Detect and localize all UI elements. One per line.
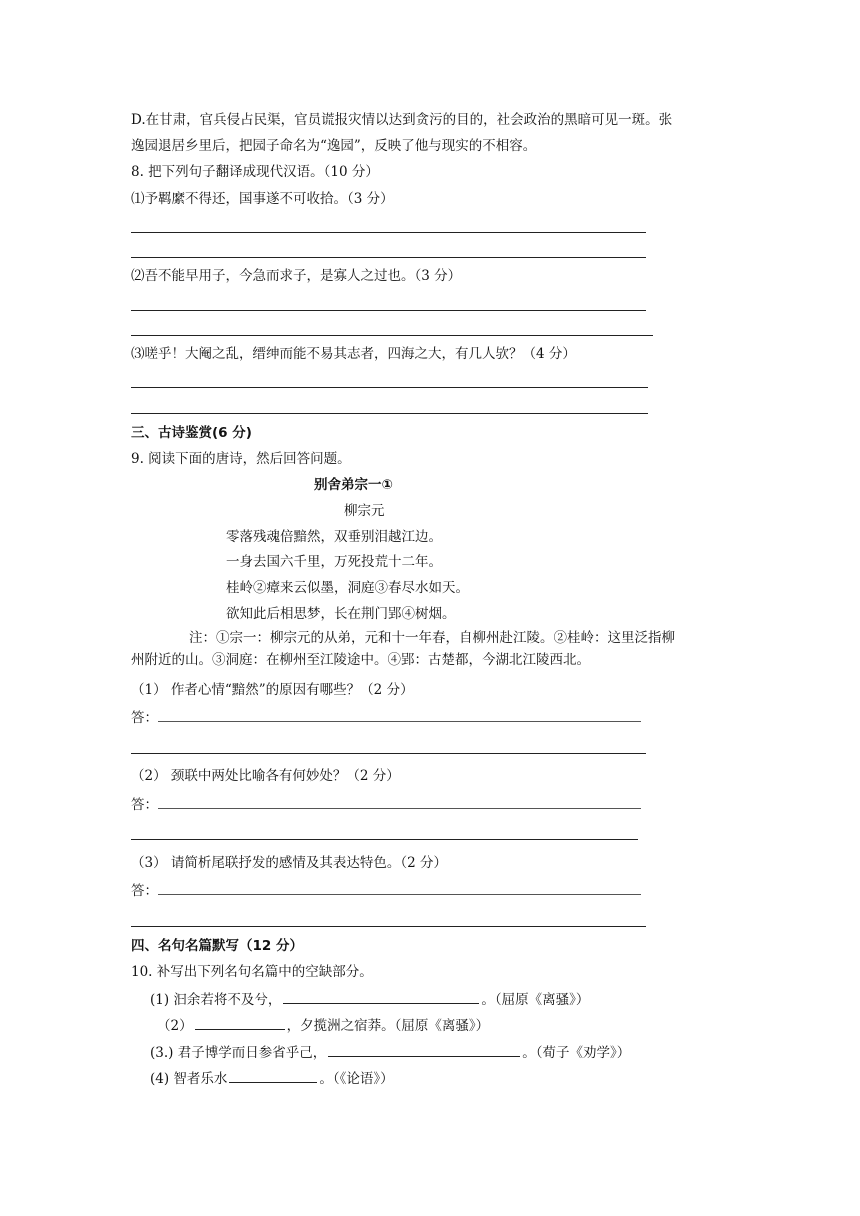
fill-item-2 <box>157 1015 489 1035</box>
section3-heading: 三、古诗鉴赏(6 分) <box>131 425 252 441</box>
poem-note-line1: 注：①宗一：柳宗元的从弟，元和十一年春，自柳州赴江陵。②桂岭：这里泛指柳 <box>189 630 675 646</box>
q8-sentence-2: ⑵吾不能早用子，今急而求子，是寡人之过也。（3 分） <box>131 268 462 284</box>
poem-author: 柳宗元 <box>344 503 385 519</box>
answer-row-1 <box>131 709 641 727</box>
fill-prefix: (3.) 君子博学而日参省乎己， <box>150 1045 327 1061</box>
poem-line: 一身去国六千里，万死投荒十二年。 <box>226 554 442 570</box>
poem-line: 欲知此后相思梦，长在荆门郢④树烟。 <box>226 606 456 622</box>
q9-question-3: （3） 请简析尾联抒发的感情及其表达特色。（2 分） <box>131 855 448 871</box>
answer-line[interactable] <box>158 796 641 809</box>
answer-label: 答： <box>131 883 158 899</box>
fill-suffix: 。（《论语》） <box>319 1071 394 1087</box>
section4-heading: 四、名句名篇默写（12 分） <box>131 938 303 954</box>
fill-suffix: ，夕揽洲之宿莽。（屈原《离骚》） <box>286 1018 490 1034</box>
answer-label: 答： <box>131 710 158 726</box>
answer-line[interactable] <box>131 257 646 258</box>
answer-label: 答： <box>131 797 158 813</box>
fill-item-1 <box>150 989 589 1009</box>
answer-line[interactable] <box>131 232 646 233</box>
poem-title: 别舍弟宗一① <box>314 477 393 493</box>
fill-blank[interactable] <box>283 989 479 1004</box>
answer-line[interactable] <box>131 926 646 927</box>
option-d-line2: 逸园退居乡里后，把园子命名为“逸园”，反映了他与现实的不相容。 <box>131 138 537 154</box>
q9-title: 9. 阅读下面的唐诗，然后回答问题。 <box>131 451 351 467</box>
poem-line: 零落残魂倍黯然，双垂别泪越江边。 <box>226 529 442 545</box>
q8-sentence-1: ⑴予羁縻不得还，国事遂不可收拾。（3 分） <box>131 191 394 207</box>
poem-line: 桂岭②瘴来云似墨，洞庭③春尽水如天。 <box>226 580 469 596</box>
answer-line[interactable] <box>158 882 641 895</box>
answer-row-3 <box>131 882 641 900</box>
answer-line[interactable] <box>131 310 646 311</box>
answer-line[interactable] <box>158 709 641 722</box>
fill-blank[interactable] <box>229 1068 317 1083</box>
q9-question-1: （1） 作者心情“黯然”的原因有哪些？（2 分） <box>131 682 414 698</box>
fill-prefix: (4) 智者乐水 <box>150 1071 228 1087</box>
fill-item-3 <box>150 1042 630 1062</box>
option-d-line1: D.在甘肃，官兵侵占民渠，官员谎报灾情以达到贪污的目的，社会政治的黑暗可见一斑。张 <box>131 112 673 128</box>
answer-line[interactable] <box>131 413 648 414</box>
q8-title: 8. 把下列句子翻译成现代汉语。（10 分） <box>131 164 379 180</box>
fill-suffix: 。（荀子《劝学》） <box>522 1045 631 1061</box>
fill-blank[interactable] <box>195 1015 285 1030</box>
fill-suffix: 。（屈原《离骚》） <box>481 992 590 1008</box>
fill-prefix: (1) 汩余若将不及兮， <box>150 992 282 1008</box>
answer-line[interactable] <box>131 387 648 388</box>
q10-title: 10. 补写出下列名句名篇中的空缺部分。 <box>131 964 373 980</box>
answer-line[interactable] <box>131 335 653 336</box>
poem-note-line2: 州附近的山。③洞庭：在柳州至江陵途中。④郢：古楚都，今湖北江陵西北。 <box>131 652 590 668</box>
answer-row-2 <box>131 796 641 814</box>
fill-prefix: （2） <box>157 1018 193 1034</box>
answer-line[interactable] <box>131 753 646 754</box>
fill-blank[interactable] <box>328 1042 520 1057</box>
answer-line[interactable] <box>131 839 638 840</box>
q9-question-2: （2） 颈联中两处比喻各有何妙处？（2 分） <box>131 768 400 784</box>
fill-item-4 <box>150 1068 394 1088</box>
q8-sentence-3: ⑶嗟乎！大阉之乱，缙绅而能不易其志者，四海之大，有几人欤？（4 分） <box>131 346 576 362</box>
